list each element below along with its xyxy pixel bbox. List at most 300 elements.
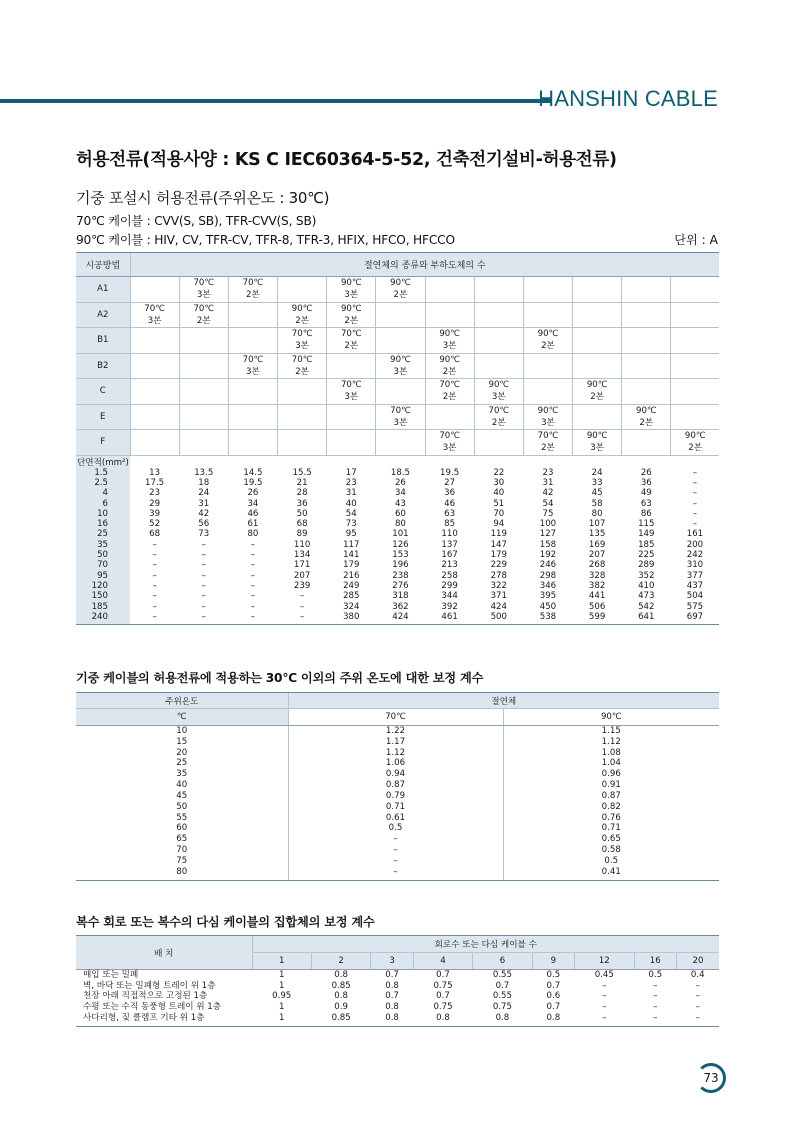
cross-section	[76, 509, 130, 519]
method-cell	[474, 328, 523, 354]
ampacity-value: 249	[343, 580, 360, 591]
layout-header: 배 치	[76, 936, 252, 970]
cross-section-value: 35	[97, 539, 108, 550]
cross-section	[76, 529, 130, 539]
grouping-factor: –	[695, 980, 700, 991]
grouping-factor: –	[602, 1002, 607, 1013]
arrangement-label: 수평 또는 수직 동풍형 트레이 위 1층	[83, 1002, 222, 1013]
method-cell	[376, 353, 425, 379]
spec-70c: 70℃ 케이블 : CVV(S, SB), TFR-CVV(S, SB)	[76, 214, 317, 228]
ampacity-value: 18.5	[390, 467, 411, 478]
ampacity-value: 328	[588, 570, 606, 581]
ampacity-value: 149	[638, 529, 655, 540]
method-cell	[278, 277, 327, 303]
ampacity-value: 14.5	[243, 467, 263, 478]
ampacity-value: 119	[490, 529, 507, 540]
ampacity-value: –	[201, 550, 206, 561]
ampacity-value: –	[201, 570, 206, 581]
grouping-factor: 0.7	[436, 970, 450, 980]
ampacity-value: 40	[493, 488, 505, 499]
method-cell	[622, 430, 671, 456]
conductor-count: 2본	[442, 392, 457, 403]
ampacity-value: 641	[622, 612, 671, 625]
ampacity-value: –	[692, 508, 698, 519]
blank-cell	[425, 455, 474, 468]
ambient-temp: 15	[176, 736, 188, 747]
grouping-factor: 0.85	[311, 1013, 370, 1027]
insulation-temp: 70℃	[340, 329, 362, 340]
method-cell	[425, 404, 474, 430]
blank-cell	[228, 455, 277, 468]
insulation-temp: 70℃	[144, 303, 165, 314]
ampacity-value: 371	[490, 591, 507, 602]
blank-cell	[376, 455, 425, 468]
factor-90c: 1.08	[503, 747, 719, 758]
ampacity-value: –	[152, 601, 157, 612]
method-cell	[622, 302, 671, 328]
method-cell	[671, 353, 719, 379]
ampacity-value: –	[692, 477, 698, 488]
ampacity-value: 80	[591, 508, 603, 519]
ampacity-value: 135	[588, 529, 606, 540]
grouping-factor: 0.5	[648, 970, 663, 980]
ampacity-value: 23	[345, 477, 357, 488]
cross-section	[76, 581, 130, 591]
method-cell	[474, 404, 523, 430]
ampacity-value: 63	[640, 498, 652, 509]
ampacity-value: 352	[638, 570, 655, 581]
ampacity-value: 19.5	[243, 477, 263, 488]
ambient-temp: 60	[176, 823, 188, 834]
insulation-temp: 70℃	[537, 431, 559, 442]
conductor-count: 2본	[541, 341, 555, 352]
factor-70c: –	[288, 845, 503, 856]
ampacity-value: –	[692, 519, 698, 530]
ampacity-value: –	[299, 591, 305, 602]
arrangement-label: 천장 아래 직접적으로 고정된 1층	[83, 991, 208, 1002]
unit-label: 단위 : A	[674, 233, 718, 247]
ampacity-row	[76, 612, 719, 625]
circuit-count: 12	[575, 953, 634, 970]
section-subtitle: 기중 포설시 허용전류(주위온도 : 30℃)	[76, 189, 330, 207]
ampacity-value: 63	[444, 508, 456, 519]
method-cell	[671, 328, 719, 354]
method-cell	[474, 353, 523, 379]
ampacity-value: 147	[490, 539, 507, 550]
ampacity-value: 289	[638, 560, 655, 571]
ambient-temp: 80	[76, 867, 288, 881]
grouping-factor: 0.8	[413, 1013, 472, 1027]
method-cell	[523, 277, 572, 303]
ampacity-value: 52	[149, 519, 161, 530]
factor-90c: 0.58	[503, 845, 719, 856]
ampacity-value: 56	[198, 519, 210, 530]
method-label: A2	[76, 302, 130, 328]
ampacity-value: 36	[296, 498, 308, 509]
method-cell	[671, 430, 719, 456]
cross-section-value: 1.5	[94, 467, 108, 478]
cross-section-header: 단면적(mm²)	[76, 455, 130, 468]
ampacity-value: 54	[345, 508, 357, 519]
blank-cell	[523, 455, 572, 468]
circuit-count-header: 회로수 또는 다심 케이블 수	[252, 936, 719, 953]
blank-cell	[573, 455, 622, 468]
method-cell	[130, 379, 179, 405]
ampacity-value: 441	[588, 591, 606, 602]
temp-row	[76, 823, 719, 834]
conductor-count: 2본	[688, 443, 703, 454]
blank-cell	[130, 455, 179, 468]
circuit-count: 4	[413, 953, 472, 970]
method-cell	[523, 404, 572, 430]
ampacity-value: 21	[296, 477, 308, 488]
ampacity-value: 31	[198, 498, 210, 509]
method-row	[76, 379, 719, 405]
col-70c-header: 70℃	[288, 709, 503, 726]
method-cell	[327, 277, 376, 303]
insulation-temp: 70℃	[340, 380, 362, 391]
ampacity-value: –	[692, 488, 698, 499]
method-cell	[376, 404, 425, 430]
ampacity-value: 599	[573, 612, 622, 625]
ampacity-value: 73	[198, 529, 210, 540]
factor-70c: 0.79	[288, 791, 503, 802]
ampacity-row	[76, 519, 719, 529]
grouping-factor: –	[575, 1013, 634, 1027]
ampacity-value: 575	[686, 601, 704, 612]
method-header: 시공방법	[76, 253, 130, 277]
temp-row	[76, 758, 719, 769]
ampacity-value: 26	[247, 488, 259, 499]
insulation-temp: 70℃	[390, 405, 411, 416]
cross-section-value: 6	[102, 498, 108, 509]
grouping-factor: 0.8	[385, 1002, 399, 1013]
method-cell	[130, 328, 179, 354]
method-cell	[228, 302, 277, 328]
ampacity-value: 167	[441, 550, 458, 561]
cross-section	[76, 550, 130, 560]
method-cell	[327, 404, 376, 430]
insulation-temp: 70℃	[242, 354, 264, 365]
method-cell	[425, 328, 474, 354]
ampacity-value: 196	[392, 560, 409, 571]
insulation-temp: 90℃	[586, 431, 608, 442]
ampacity-value: 318	[392, 591, 409, 602]
conductor-count: 3본	[393, 366, 408, 377]
ampacity-row	[76, 488, 719, 498]
ampacity-value: 171	[293, 560, 311, 571]
insulation-temp: 90℃	[439, 329, 460, 340]
ampacity-value: 242	[686, 550, 704, 561]
method-cell	[671, 379, 719, 405]
method-cell	[622, 277, 671, 303]
conductor-count: 3본	[491, 392, 506, 403]
grouping-factor: 0.8	[473, 1013, 532, 1027]
brand-name: HANSHIN CABLE	[538, 86, 718, 111]
method-cell	[474, 379, 523, 405]
method-label: B1	[76, 328, 130, 354]
insulation-temp: 70℃	[193, 303, 215, 314]
ampacity-value: 30	[493, 477, 505, 488]
ampacity-value: 46	[247, 508, 259, 519]
circuit-count: 3	[371, 953, 413, 970]
ampacity-value: 86	[640, 508, 652, 519]
method-cell	[130, 430, 179, 456]
method-cell	[425, 302, 474, 328]
method-label: B2	[76, 353, 130, 379]
grouping-factor: 0.7	[436, 991, 450, 1002]
temp-row	[76, 769, 719, 780]
ambient-temp: 10	[176, 726, 188, 736]
ampacity-value: 23	[542, 467, 554, 478]
method-cell	[523, 328, 572, 354]
grouping-correction-heading: 복수 회로 또는 복수의 다심 케이블의 집합체의 보정 계수	[76, 915, 375, 929]
factor-70c: 1.12	[288, 747, 503, 758]
cross-section-value: 185	[91, 601, 108, 612]
conductor-count: 2본	[639, 417, 654, 428]
grouping-factor: 0.8	[371, 1013, 413, 1027]
ampacity-value: 68	[149, 529, 161, 540]
factor-90c: 1.15	[503, 726, 719, 737]
method-cell	[573, 430, 622, 456]
cross-section-value: 95	[97, 570, 108, 581]
method-cell	[228, 277, 277, 303]
temp-row	[76, 856, 719, 867]
method-cell	[327, 353, 376, 379]
ampacity-value: 542	[638, 601, 655, 612]
grouping-factor: 0.95	[272, 991, 292, 1002]
temp-correction-heading: 기중 케이블의 허용전류에 적용하는 30℃ 이외의 주위 온도에 대한 보정 계수	[76, 671, 484, 685]
conductor-count: 2본	[196, 315, 211, 326]
insulation-temp: 70℃	[291, 354, 313, 365]
method-cell	[278, 379, 327, 405]
factor-90c: 0.96	[503, 769, 719, 780]
ampacity-row	[76, 498, 719, 508]
ampacity-value: 377	[686, 570, 704, 581]
grouping-factor: 1	[278, 970, 285, 980]
grouping-factor: 0.55	[492, 991, 512, 1002]
ampacity-value: 51	[493, 498, 505, 509]
ampacity-value: 45	[591, 488, 603, 499]
method-row	[76, 302, 719, 328]
cross-section-value: 120	[91, 580, 108, 591]
ampacity-value: 169	[588, 539, 606, 550]
factor-70c: 0.94	[288, 769, 503, 780]
ampacity-value: –	[152, 570, 157, 581]
method-label: A1	[76, 277, 130, 303]
ampacity-value: 538	[523, 612, 572, 625]
ampacity-value: 298	[539, 570, 557, 581]
arrangement-label: 매입 또는 밀폐	[83, 970, 139, 980]
ampacity-value: 42	[198, 508, 210, 519]
ampacity-value: 115	[638, 519, 655, 530]
ambient-temp: 45	[176, 790, 188, 801]
method-cell	[474, 430, 523, 456]
factor-90c: 0.76	[503, 812, 719, 823]
blank-cell	[474, 455, 523, 468]
cross-section	[76, 540, 130, 550]
ampacity-value: 39	[149, 508, 161, 519]
method-label: E	[76, 404, 130, 430]
insulation-temp: 90℃	[439, 354, 460, 365]
ampacity-value: –	[250, 560, 256, 571]
method-cell	[523, 430, 572, 456]
grouping-factor: 0.8	[334, 970, 348, 980]
ampacity-value: 110	[441, 529, 458, 540]
cross-section	[76, 591, 130, 601]
conductor-count: 2본	[491, 417, 506, 428]
ampacity-value: 229	[490, 560, 507, 571]
method-cell	[573, 277, 622, 303]
method-cell	[573, 379, 622, 405]
method-cell	[573, 302, 622, 328]
method-cell	[376, 379, 425, 405]
ampacity-value: 127	[539, 529, 557, 540]
ambient-temp: 40	[176, 780, 188, 791]
ampacity-value: 107	[588, 519, 606, 530]
ampacity-value: –	[152, 580, 157, 591]
method-cell	[327, 328, 376, 354]
ampacity-row	[76, 591, 719, 601]
ampacity-value: 100	[539, 519, 557, 530]
conductor-count: 3본	[196, 290, 211, 301]
insulation-group-header: 절연체의 종류와 부하도체의 수	[130, 253, 719, 277]
temp-row	[76, 726, 719, 737]
grouping-factor: 0.55	[492, 970, 512, 980]
ampacity-value: 504	[686, 591, 704, 602]
ampacity-value: 424	[376, 612, 425, 625]
ampacity-value: 29	[149, 498, 161, 509]
grouping-factor: –	[634, 1013, 676, 1027]
celsius-unit-header: ℃	[76, 709, 288, 726]
method-cell	[179, 353, 228, 379]
ampacity-value: 46	[444, 498, 456, 509]
insulation-temp: 70℃	[488, 405, 510, 416]
method-cell	[179, 430, 228, 456]
method-cell	[474, 277, 523, 303]
cross-section-value: 4	[102, 488, 108, 499]
method-cell	[130, 302, 179, 328]
method-cell	[622, 379, 671, 405]
ampacity-value: –	[201, 580, 206, 591]
ampacity-value: 216	[343, 570, 360, 581]
method-cell	[278, 430, 327, 456]
grouping-factor: 0.75	[433, 980, 453, 991]
factor-70c: –	[288, 834, 503, 845]
ampacity-value: 43	[394, 498, 406, 509]
conductor-count: 2본	[246, 290, 260, 301]
method-cell	[573, 404, 622, 430]
grouping-factor: –	[695, 1002, 700, 1013]
ampacity-value: 324	[343, 601, 360, 612]
method-cell	[671, 404, 719, 430]
ampacity-value: –	[201, 539, 206, 550]
grouping-factor: –	[676, 1013, 719, 1027]
ambient-temp: 70	[176, 845, 188, 856]
circuit-count: 16	[634, 953, 676, 970]
blank-cell	[622, 455, 671, 468]
grouping-factor: 1	[278, 980, 285, 991]
factor-70c: 1.17	[288, 737, 503, 748]
ampacity-value: 134	[293, 550, 311, 561]
ampacity-value: 26	[640, 467, 652, 478]
ampacity-value: 213	[441, 560, 458, 571]
method-cell	[228, 430, 277, 456]
ampacity-value: 61	[247, 519, 259, 530]
conductor-count: 3본	[295, 341, 309, 352]
grouping-factor: 0.75	[433, 1002, 453, 1013]
grouping-factor: –	[653, 991, 658, 1002]
ampacity-value: 58	[591, 498, 603, 509]
method-cell	[523, 353, 572, 379]
method-cell	[671, 302, 719, 328]
insulation-temp: 90℃	[636, 405, 657, 416]
circuit-count: 20	[676, 953, 719, 970]
circuit-count: 1	[252, 953, 311, 970]
ampacity-value: 268	[588, 560, 606, 571]
grouping-factor: 0.5	[546, 970, 561, 980]
ampacity-value: 137	[441, 539, 458, 550]
ampacity-value: –	[179, 612, 228, 625]
grouping-factor: 0.7	[546, 980, 561, 991]
ampacity-value: 34	[247, 498, 259, 509]
ampacity-value: 225	[638, 550, 655, 561]
grouping-factor: 0.4	[690, 970, 705, 980]
conductor-count: 2본	[344, 341, 359, 352]
ampacity-value: 344	[441, 591, 458, 602]
ampacity-value: 18	[198, 477, 210, 488]
ampacity-row	[76, 550, 719, 560]
method-cell	[179, 379, 228, 405]
ampacity-value: 153	[392, 550, 409, 561]
grouping-factor: –	[653, 980, 658, 991]
ampacity-row	[76, 601, 719, 611]
ampacity-value: 27	[444, 477, 456, 488]
factor-70c: 1.22	[288, 726, 503, 737]
spec-90c: 90℃ 케이블 : HIV, CV, TFR-CV, TFR-8, TFR-3, HFIX, HFCO, HFCCO	[76, 233, 455, 247]
ampacity-value: 392	[441, 601, 458, 612]
insulation-temp: 90℃	[291, 303, 313, 314]
ampacity-value: 410	[638, 580, 655, 591]
ampacity-value: 380	[327, 612, 376, 625]
temp-row	[76, 780, 719, 791]
ampacity-value: 31	[345, 488, 357, 499]
temp-row	[76, 834, 719, 845]
ampacity-value: 185	[638, 539, 655, 550]
ampacity-value: 179	[490, 550, 507, 561]
blank-cell	[671, 455, 719, 468]
ambient-temp: 20	[176, 747, 188, 758]
ampacity-value: –	[152, 560, 157, 571]
factor-70c: 1.06	[288, 758, 503, 769]
method-cell	[671, 277, 719, 303]
ampacity-value: 31	[542, 477, 554, 488]
circuit-count: 6	[473, 953, 532, 970]
ampacity-value: 33	[591, 477, 603, 488]
conductor-count: 3본	[541, 417, 555, 428]
arrangement-label: 사다리형, 짖 클램프 기타 위 1층	[76, 1013, 252, 1027]
ampacity-value: 70	[493, 508, 505, 519]
method-cell	[228, 353, 277, 379]
method-cell	[425, 430, 474, 456]
ampacity-value: 473	[638, 591, 655, 602]
size-header-row	[76, 455, 719, 468]
factor-70c: 0.5	[288, 823, 503, 834]
insulation-temp: 70℃	[291, 329, 313, 340]
cross-section-value: 150	[91, 591, 108, 602]
grouping-factor: –	[695, 991, 700, 1002]
ampacity-value: 207	[293, 570, 311, 581]
